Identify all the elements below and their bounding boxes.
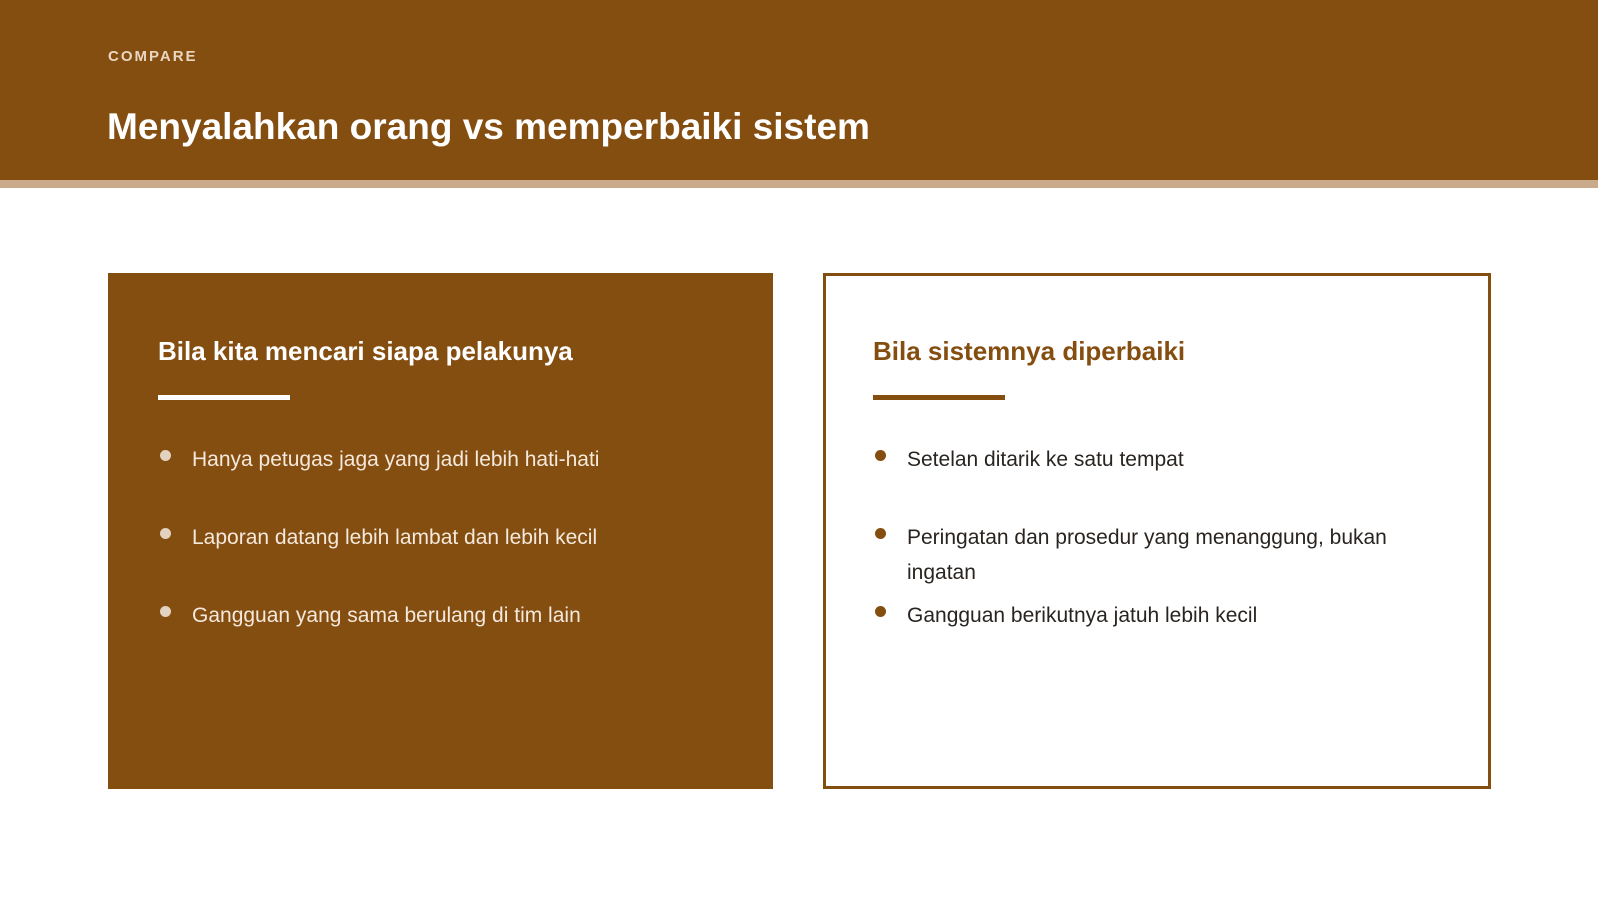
header-band xyxy=(0,0,1598,180)
bullet-text: Hanya petugas jaga yang jadi lebih hati-hati xyxy=(192,448,600,471)
bullet-item xyxy=(158,598,732,633)
bullet-item xyxy=(158,520,732,555)
blame-panel xyxy=(108,273,773,789)
bullet-text: Setelan ditarik ke satu tempat xyxy=(907,448,1184,471)
fix-system-panel-heading: Bila sistemnya diperbaiki xyxy=(873,336,1186,366)
bullet-text: Gangguan berikutnya jatuh lebih kecil xyxy=(907,604,1258,627)
section-eyebrow: COMPARE xyxy=(108,48,198,65)
blame-heading-underline xyxy=(158,395,290,400)
bullet-dot-icon xyxy=(160,450,171,461)
bullet-item xyxy=(873,520,1447,590)
bullet-item xyxy=(158,442,732,477)
bullet-dot-icon xyxy=(875,528,886,539)
page-title: Menyalahkan orang vs memperbaiki sistem xyxy=(107,106,870,147)
bullet-dot-icon xyxy=(875,606,886,617)
fix-system-heading-underline xyxy=(873,395,1005,400)
fix-system-panel xyxy=(823,273,1491,789)
blame-panel-heading: Bila kita mencari siapa pelakunya xyxy=(158,336,573,366)
bullet-text: Peringatan dan prosedur yang menanggung, bukan ingatan xyxy=(907,526,1387,584)
bullet-item xyxy=(873,598,1447,633)
bullet-dot-icon xyxy=(875,450,886,461)
bullet-dot-icon xyxy=(160,606,171,617)
bullet-item xyxy=(873,442,1447,477)
bullet-dot-icon xyxy=(160,528,171,539)
bullet-text: Gangguan yang sama berulang di tim lain xyxy=(192,604,581,627)
header-divider xyxy=(0,180,1598,188)
bullet-text: Laporan datang lebih lambat dan lebih kecil xyxy=(192,526,598,549)
